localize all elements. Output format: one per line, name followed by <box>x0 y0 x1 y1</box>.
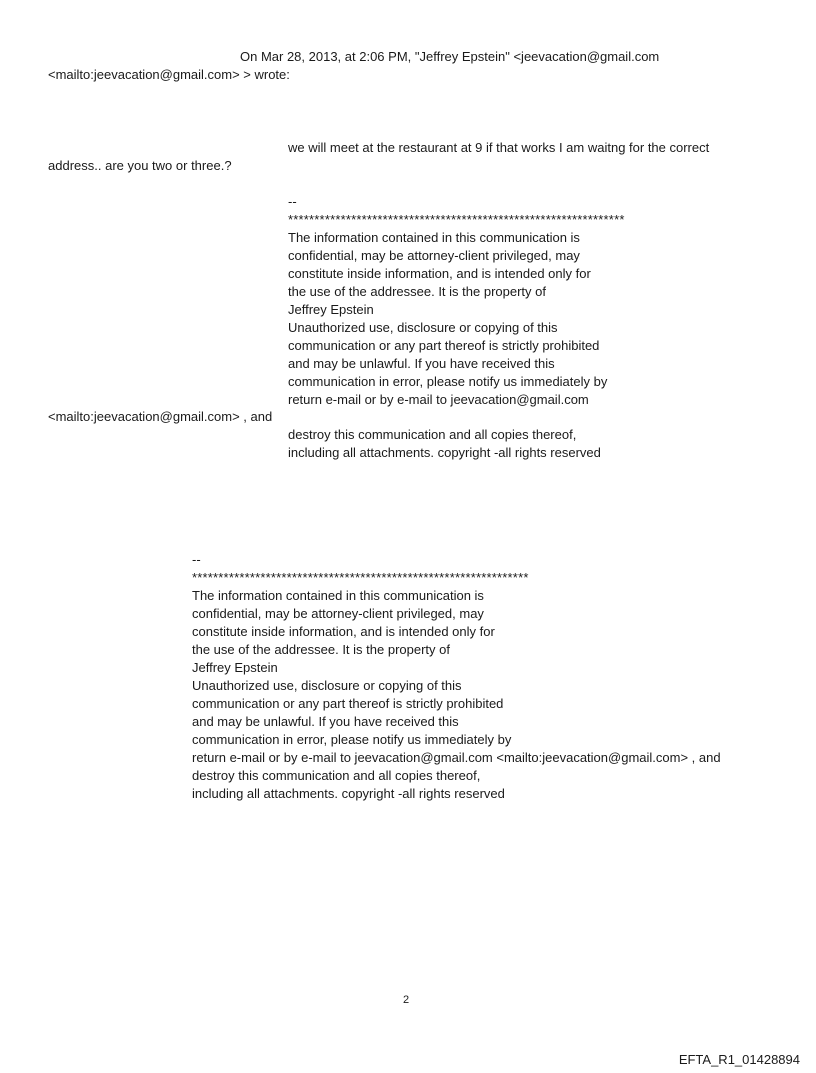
page-number: 2 <box>403 994 410 1006</box>
outer-disclaimer-line: communication in error, please notify us immediately by <box>192 732 512 747</box>
inner-disclaimer-line: destroy this communication and all copies thereof, <box>288 427 577 442</box>
outer-disclaimer-line: Jeffrey Epstein <box>192 660 278 675</box>
outer-disclaimer <box>192 551 721 803</box>
inner-disclaimer-line: Unauthorized use, disclosure or copying of this <box>288 320 558 335</box>
inner-disclaimer-line: Jeffrey Epstein <box>288 302 374 317</box>
outer-disclaimer-line: destroy this communication and all copies thereof, <box>192 768 481 783</box>
inner-disclaimer-line: The information contained in this communication is <box>288 230 580 245</box>
outer-disclaimer-line: the use of the addressee. It is the property of <box>192 642 450 657</box>
inner-disclaimer <box>288 193 625 409</box>
inner-disclaimer-line: communication in error, please notify us immediately by <box>288 374 608 389</box>
quote-header-line-1: On Mar 28, 2013, at 2:06 PM, "Jeffrey Epstein" <jeevacation@gmail.com <box>240 49 660 64</box>
outer-disclaimer-line: communication or any part thereof is strictly prohibited <box>192 696 504 711</box>
outer-disclaimer-line: return e-mail or by e-mail to jeevacation@gmail.com <mailto:jeevacation@gmail.com> , and <box>192 750 721 765</box>
inner-disclaimer-stars: **************************************************************** <box>288 212 625 227</box>
outer-disclaimer-line: and may be unlawful. If you have received this <box>192 714 459 729</box>
inner-disclaimer-line: confidential, may be attorney-client privileged, may <box>288 248 580 263</box>
outer-disclaimer-line: including all attachments. copyright -all rights reserved <box>192 786 505 801</box>
quote-header-line-2: <mailto:jeevacation@gmail.com> > wrote: <box>48 67 290 82</box>
outer-disclaimer-stars: **************************************************************** <box>192 570 529 585</box>
inner-disclaimer-line: and may be unlawful. If you have received this <box>288 356 555 371</box>
document-id: EFTA_R1_01428894 <box>678 1052 800 1067</box>
inner-disclaimer-tail <box>288 426 601 462</box>
outer-disclaimer-line: confidential, may be attorney-client privileged, may <box>192 606 484 621</box>
outer-disclaimer-dashes: -- <box>192 552 201 567</box>
inner-disclaimer-line: the use of the addressee. It is the property of <box>288 284 546 299</box>
inner-disclaimer-dashes: -- <box>288 194 297 209</box>
inner-disclaimer-line: including all attachments. copyright -all rights reserved <box>288 445 601 460</box>
inner-disclaimer-mailto: <mailto:jeevacation@gmail.com> , and <box>48 409 273 424</box>
outer-disclaimer-line: Unauthorized use, disclosure or copying of this <box>192 678 462 693</box>
inner-disclaimer-line: return e-mail or by e-mail to jeevacation@gmail.com <box>288 392 589 407</box>
message-line-1: we will meet at the restaurant at 9 if that works I am waitng for the correct <box>288 140 710 155</box>
outer-disclaimer-line: constitute inside information, and is intended only for <box>192 624 495 639</box>
outer-disclaimer-line: The information contained in this communication is <box>192 588 484 603</box>
message-line-2: address.. are you two or three.? <box>48 158 232 173</box>
inner-disclaimer-line: communication or any part thereof is strictly prohibited <box>288 338 600 353</box>
inner-disclaimer-line: constitute inside information, and is intended only for <box>288 266 591 281</box>
